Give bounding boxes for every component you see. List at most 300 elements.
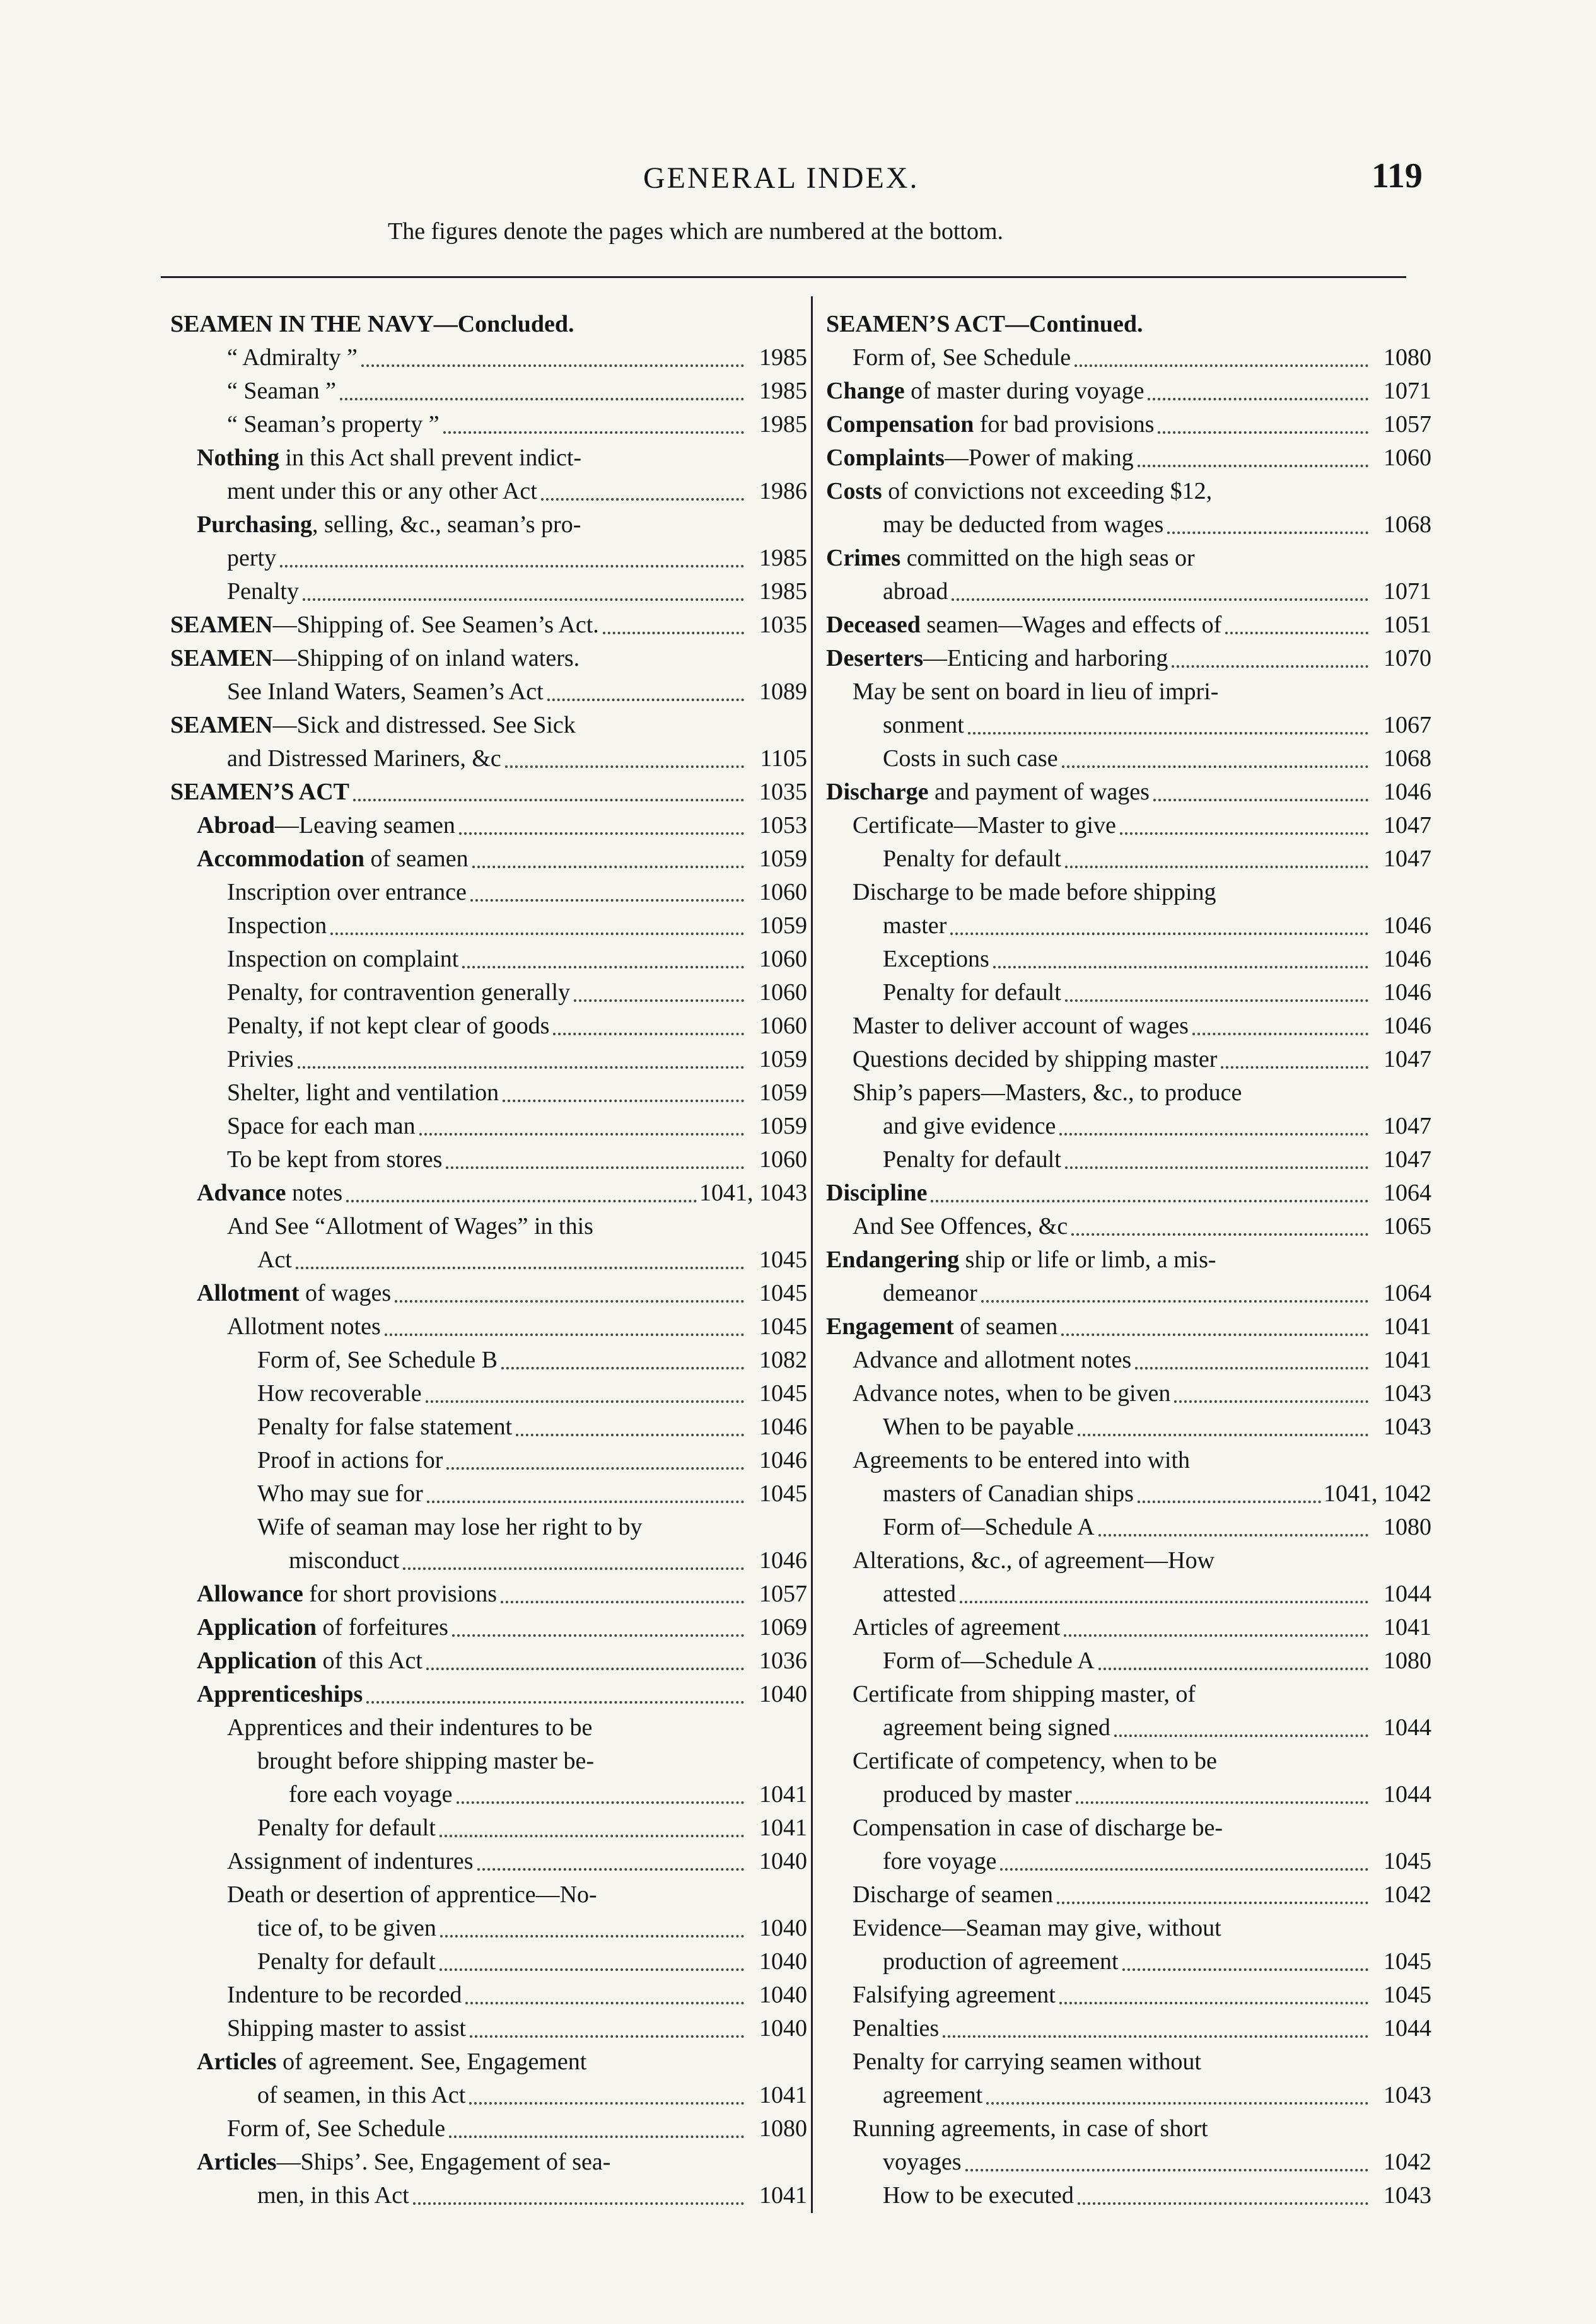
dot-leader bbox=[603, 632, 744, 634]
entry-page-number: 1080 bbox=[1383, 1514, 1431, 1540]
index-entry bbox=[826, 1110, 1431, 1143]
entry-page-number: 1040 bbox=[759, 1982, 807, 2008]
entry-label: may be deducted from wages bbox=[883, 511, 1164, 538]
entry-label: May be sent on board in lieu of impri- bbox=[853, 678, 1219, 705]
entry-page-number: 1042 bbox=[1383, 2149, 1431, 2175]
entry-label: Deceased seamen—Wages and effects of bbox=[826, 612, 1222, 638]
index-entry bbox=[826, 608, 1431, 642]
index-entry bbox=[170, 1377, 807, 1410]
dot-leader bbox=[440, 1835, 744, 1837]
index-entry bbox=[826, 1644, 1431, 1678]
index-entry bbox=[826, 642, 1431, 675]
entry-page-number: 1053 bbox=[759, 812, 807, 839]
index-entry bbox=[826, 1344, 1431, 1377]
entry-page-number: 1065 bbox=[1383, 1213, 1431, 1240]
index-entry bbox=[170, 1477, 807, 1511]
entry-page-number: 1064 bbox=[1383, 1180, 1431, 1206]
index-entry bbox=[826, 2179, 1431, 2212]
entry-page-number: 1046 bbox=[759, 1447, 807, 1473]
entry-page-number: 1046 bbox=[1383, 912, 1431, 939]
entry-label: Penalty for default bbox=[883, 979, 1061, 1006]
entry-label: Advance notes bbox=[197, 1180, 343, 1206]
entry-label: Certificate of competency, when to be bbox=[853, 1748, 1217, 1774]
entry-label: tice of, to be given bbox=[257, 1915, 436, 1941]
entry-label: Penalty for carrying seamen without bbox=[853, 2048, 1201, 2075]
index-entry bbox=[826, 1243, 1431, 1277]
entry-label: Inspection on complaint bbox=[227, 946, 459, 972]
dot-leader bbox=[553, 1033, 744, 1035]
index-entry bbox=[170, 1310, 807, 1344]
dot-leader bbox=[1061, 1333, 1368, 1336]
index-entry bbox=[826, 575, 1431, 608]
dot-leader bbox=[1059, 2002, 1368, 2004]
index-entry bbox=[170, 876, 807, 909]
entry-page-number: 1045 bbox=[1383, 1982, 1431, 2008]
entry-page-number: 1089 bbox=[759, 678, 807, 705]
index-entry bbox=[826, 508, 1431, 542]
index-entry bbox=[170, 1544, 807, 1577]
index-entry bbox=[826, 1377, 1431, 1410]
entry-label: Form of, See Schedule bbox=[227, 2115, 446, 2142]
index-entry bbox=[170, 1644, 807, 1678]
entry-label: and Distressed Mariners, &c bbox=[227, 745, 501, 772]
index-entry bbox=[170, 1511, 807, 1544]
index-entry bbox=[826, 1009, 1431, 1043]
entry-label: brought before shipping master be- bbox=[257, 1748, 594, 1774]
entry-label: Wife of seaman may lose her right to by bbox=[257, 1514, 643, 1540]
entry-page-number: 1040 bbox=[759, 1948, 807, 1975]
dot-leader bbox=[1148, 398, 1368, 400]
dot-leader bbox=[1065, 1166, 1368, 1169]
dot-leader bbox=[986, 2102, 1368, 2105]
entry-label: and give evidence bbox=[883, 1113, 1056, 1139]
dot-leader bbox=[1158, 431, 1368, 434]
entry-page-number: 1042 bbox=[1383, 1881, 1431, 1908]
index-entry bbox=[826, 943, 1431, 976]
dot-leader bbox=[501, 1601, 744, 1603]
index-entry bbox=[170, 2012, 807, 2045]
index-entry bbox=[826, 1912, 1431, 1945]
entry-label: Articles—Ships’. See, Engagement of sea- bbox=[197, 2149, 611, 2175]
entry-page-number: 1041 bbox=[759, 2082, 807, 2108]
entry-label: Discharge to be made before shipping bbox=[853, 879, 1216, 905]
index-entry bbox=[170, 375, 807, 408]
dot-leader bbox=[427, 1501, 744, 1503]
index-entry bbox=[170, 1344, 807, 1377]
entry-label: Discipline bbox=[826, 1180, 928, 1206]
dot-leader bbox=[1071, 1233, 1368, 1236]
index-entry bbox=[826, 1277, 1431, 1310]
entry-label: Act bbox=[257, 1246, 292, 1273]
dot-leader bbox=[449, 2135, 744, 2138]
index-entry bbox=[826, 1544, 1431, 1577]
entry-label: Penalty for default bbox=[883, 1146, 1061, 1173]
dot-leader bbox=[472, 866, 744, 868]
index-entry bbox=[826, 2112, 1431, 2146]
index-entry bbox=[826, 1611, 1431, 1644]
entry-label: “ Admiralty ” bbox=[227, 344, 358, 371]
index-entry bbox=[170, 776, 807, 809]
entry-label: Shelter, light and ventilation bbox=[227, 1079, 499, 1106]
entry-page-number: 1060 bbox=[759, 979, 807, 1006]
index-entry bbox=[170, 1978, 807, 2012]
entry-label: men, in this Act bbox=[257, 2182, 409, 2209]
entry-page-number: 1067 bbox=[1383, 712, 1431, 738]
page-number: 119 bbox=[1372, 156, 1423, 195]
index-entry bbox=[826, 1444, 1431, 1477]
dot-leader bbox=[470, 2035, 744, 2038]
entry-label: Assignment of indentures bbox=[227, 1848, 474, 1874]
entry-page-number: 1060 bbox=[759, 1146, 807, 1173]
entry-page-number: 1070 bbox=[1383, 645, 1431, 671]
index-entry bbox=[826, 2079, 1431, 2112]
index-entry bbox=[170, 1243, 807, 1277]
dot-leader bbox=[426, 1400, 744, 1403]
dot-leader bbox=[1062, 765, 1368, 768]
dot-leader bbox=[395, 1300, 744, 1303]
dot-leader bbox=[330, 933, 744, 935]
dot-leader bbox=[1098, 1534, 1368, 1537]
entry-label: To be kept from stores bbox=[227, 1146, 443, 1173]
entry-page-number: 1045 bbox=[759, 1480, 807, 1507]
entry-label: Change of master during voyage bbox=[826, 378, 1145, 404]
entry-label: Certificate from shipping master, of bbox=[853, 1681, 1196, 1707]
entry-label: Privies bbox=[227, 1046, 294, 1072]
entry-label: “ Seaman’s property ” bbox=[227, 411, 440, 438]
dot-leader bbox=[1167, 532, 1368, 534]
index-entry bbox=[170, 742, 807, 776]
entry-label: Compensation in case of discharge be- bbox=[853, 1815, 1223, 1841]
index-entry bbox=[170, 2079, 807, 2112]
entry-page-number: 1046 bbox=[1383, 946, 1431, 972]
entry-page-number: 1057 bbox=[759, 1581, 807, 1607]
index-entry bbox=[826, 1143, 1431, 1177]
index-entry bbox=[826, 1511, 1431, 1544]
index-entry bbox=[170, 1444, 807, 1477]
index-entry bbox=[826, 842, 1431, 876]
entry-label: Application of forfeitures bbox=[197, 1614, 448, 1641]
entry-page-number: 1051 bbox=[1383, 612, 1431, 638]
index-entry bbox=[170, 2112, 807, 2146]
entry-label: Costs of convictions not exceeding $12, bbox=[826, 478, 1213, 504]
index-entry bbox=[170, 976, 807, 1009]
entry-label: Questions decided by shipping master bbox=[853, 1046, 1218, 1072]
entry-page-number: 1035 bbox=[759, 612, 807, 638]
dot-leader bbox=[1065, 866, 1368, 868]
entry-label: Abroad—Leaving seamen bbox=[197, 812, 455, 839]
entry-label: Agreements to be entered into with bbox=[853, 1447, 1191, 1473]
index-entry bbox=[170, 642, 807, 675]
index-entry bbox=[170, 1143, 807, 1177]
entry-label: Engagement of seamen bbox=[826, 1313, 1058, 1340]
dot-leader bbox=[965, 2169, 1368, 2171]
entry-label: Penalty bbox=[227, 578, 299, 605]
dot-leader bbox=[1120, 832, 1368, 835]
entry-label: Death or desertion of apprentice—No- bbox=[227, 1881, 597, 1908]
dot-leader bbox=[1059, 1133, 1368, 1136]
entry-label: Endangering ship or life or limb, a mis- bbox=[826, 1246, 1216, 1273]
dot-leader bbox=[993, 966, 1368, 968]
index-entry bbox=[826, 2146, 1431, 2179]
column-divider bbox=[811, 296, 813, 2213]
dot-leader bbox=[298, 1066, 744, 1069]
entry-label: Penalty for default bbox=[257, 1815, 436, 1841]
index-entry bbox=[826, 1811, 1431, 1845]
index-entry bbox=[826, 341, 1431, 375]
entry-page-number: 1045 bbox=[1383, 1948, 1431, 1975]
entry-label: of seamen, in this Act bbox=[257, 2082, 466, 2108]
entry-label: Application of this Act bbox=[197, 1647, 422, 1674]
dot-leader bbox=[1076, 1801, 1368, 1804]
dot-leader bbox=[503, 1100, 744, 1102]
entry-label: Inspection bbox=[227, 912, 327, 939]
entry-page-number: 1064 bbox=[1383, 1280, 1431, 1306]
dot-leader bbox=[1153, 799, 1368, 801]
entry-page-number: 1986 bbox=[759, 478, 807, 504]
entry-page-number: 1046 bbox=[1383, 979, 1431, 1006]
index-entry bbox=[826, 976, 1431, 1009]
entry-page-number: 1043 bbox=[1383, 1380, 1431, 1407]
dot-leader bbox=[303, 598, 744, 601]
entry-label: agreement being signed bbox=[883, 1714, 1110, 1741]
index-entry bbox=[170, 1277, 807, 1310]
entry-page-number: 1060 bbox=[759, 946, 807, 972]
entry-label: SEAMEN’S ACT bbox=[170, 779, 349, 805]
dot-leader bbox=[1225, 632, 1368, 634]
entry-page-number: 1035 bbox=[759, 779, 807, 805]
index-column-right bbox=[826, 308, 1431, 2212]
index-entry bbox=[170, 2146, 807, 2179]
dot-leader bbox=[1172, 665, 1368, 668]
dot-leader bbox=[1000, 1868, 1368, 1871]
index-entry bbox=[826, 1410, 1431, 1444]
index-column-left bbox=[170, 308, 807, 2212]
dot-leader bbox=[1075, 364, 1368, 367]
index-entry bbox=[170, 1177, 807, 1210]
entry-label: Form of—Schedule A bbox=[883, 1514, 1095, 1540]
entry-page-number: 1043 bbox=[1383, 1414, 1431, 1440]
index-entry bbox=[826, 1177, 1431, 1210]
header-rule bbox=[161, 276, 1406, 278]
index-entry bbox=[826, 809, 1431, 842]
entry-label: Proof in actions for bbox=[257, 1447, 443, 1473]
entry-page-number: 1985 bbox=[759, 578, 807, 605]
entry-page-number: 1068 bbox=[1383, 511, 1431, 538]
entry-label: Penalty, for contravention generally bbox=[227, 979, 571, 1006]
dot-leader bbox=[477, 1868, 744, 1871]
index-entry bbox=[170, 441, 807, 475]
entry-label: Certificate—Master to give bbox=[853, 812, 1116, 839]
index-entry bbox=[826, 1945, 1431, 1978]
index-entry bbox=[826, 542, 1431, 575]
index-entry bbox=[170, 1945, 807, 1978]
entry-page-number: 1071 bbox=[1383, 378, 1431, 404]
index-entry bbox=[826, 441, 1431, 475]
entry-label: demeanor bbox=[883, 1280, 977, 1306]
entry-page-number: 1059 bbox=[759, 1079, 807, 1106]
entry-label: Allotment of wages bbox=[197, 1280, 392, 1306]
index-entry bbox=[170, 1678, 807, 1711]
index-entry bbox=[170, 542, 807, 575]
entry-label: Inscription over entrance bbox=[227, 879, 467, 905]
entry-page-number: 1041 bbox=[1383, 1614, 1431, 1641]
entry-label: And See Offences, &c bbox=[853, 1213, 1068, 1240]
entry-page-number: 1041, 1043 bbox=[699, 1180, 807, 1206]
entry-label: When to be payable bbox=[883, 1414, 1074, 1440]
index-entry bbox=[826, 375, 1431, 408]
dot-leader bbox=[469, 2102, 744, 2105]
entry-label: Indenture to be recorded bbox=[227, 1982, 462, 2008]
index-entry bbox=[826, 308, 1431, 341]
entry-page-number: 1069 bbox=[759, 1614, 807, 1641]
dot-leader bbox=[981, 1300, 1368, 1303]
entry-page-number: 1044 bbox=[1383, 1781, 1431, 1808]
entry-label: fore each voyage bbox=[289, 1781, 453, 1808]
entry-label: voyages bbox=[883, 2149, 962, 2175]
entry-label: Penalty for default bbox=[883, 845, 1061, 872]
dot-leader bbox=[346, 1200, 697, 1202]
entry-label: SEAMEN—Shipping of. See Seamen’s Act. bbox=[170, 612, 599, 638]
entry-page-number: 1059 bbox=[759, 1046, 807, 1072]
dot-leader bbox=[446, 1467, 744, 1470]
dot-leader bbox=[1078, 2202, 1368, 2205]
entry-label: Evidence—Seaman may give, without bbox=[853, 1915, 1221, 1941]
index-entry bbox=[170, 1811, 807, 1845]
index-entry bbox=[170, 1878, 807, 1912]
index-entry bbox=[170, 2045, 807, 2079]
entry-label: abroad bbox=[883, 578, 948, 605]
entry-label: ment under this or any other Act bbox=[227, 478, 537, 504]
entry-page-number: 1046 bbox=[1383, 1013, 1431, 1039]
dot-leader bbox=[1064, 1634, 1368, 1637]
entry-label: misconduct bbox=[289, 1547, 400, 1574]
entry-page-number: 1046 bbox=[759, 1547, 807, 1574]
index-entry bbox=[826, 1678, 1431, 1711]
entry-page-number: 1057 bbox=[1383, 411, 1431, 438]
entry-label: Exceptions bbox=[883, 946, 989, 972]
index-entry bbox=[170, 709, 807, 742]
index-entry bbox=[170, 1745, 807, 1778]
entry-label: agreement bbox=[883, 2082, 983, 2108]
dot-leader bbox=[1135, 1367, 1368, 1369]
index-entry bbox=[826, 742, 1431, 776]
dot-leader bbox=[457, 1801, 744, 1804]
index-entry bbox=[826, 2012, 1431, 2045]
index-entry bbox=[826, 1310, 1431, 1344]
entry-page-number: 1985 bbox=[759, 378, 807, 404]
index-entry bbox=[826, 475, 1431, 508]
dot-leader bbox=[296, 1267, 744, 1269]
entry-page-number: 1071 bbox=[1383, 578, 1431, 605]
index-entry bbox=[170, 308, 807, 341]
entry-label: Running agreements, in case of short bbox=[853, 2115, 1208, 2142]
index-entry bbox=[170, 943, 807, 976]
entry-label: Articles of agreement. See, Engagement bbox=[197, 2048, 587, 2075]
entry-label: Compensation for bad provisions bbox=[826, 411, 1155, 438]
entry-page-number: 1985 bbox=[759, 411, 807, 438]
dot-leader bbox=[443, 431, 744, 434]
entry-page-number: 1043 bbox=[1383, 2182, 1431, 2209]
index-entry bbox=[170, 341, 807, 375]
entry-page-number: 1040 bbox=[759, 1915, 807, 1941]
index-entry bbox=[826, 408, 1431, 441]
entry-label: How recoverable bbox=[257, 1380, 422, 1407]
index-entry bbox=[826, 1745, 1431, 1778]
entry-page-number: 1985 bbox=[759, 344, 807, 371]
entry-label: Penalty for default bbox=[257, 1948, 436, 1975]
dot-leader bbox=[446, 1166, 744, 1169]
index-entry bbox=[170, 909, 807, 943]
index-entry bbox=[170, 1711, 807, 1745]
dot-leader bbox=[1122, 1968, 1368, 1971]
entry-page-number: 1068 bbox=[1383, 745, 1431, 772]
entry-label: See Inland Waters, Seamen’s Act bbox=[227, 678, 544, 705]
dot-leader bbox=[1078, 1434, 1368, 1436]
entry-label: SEAMEN’S ACT—Continued. bbox=[826, 311, 1143, 337]
dot-leader bbox=[574, 999, 744, 1002]
entry-label: Discharge and payment of wages bbox=[826, 779, 1150, 805]
index-entry bbox=[826, 876, 1431, 909]
entry-label: Articles of agreement bbox=[853, 1614, 1061, 1641]
entry-page-number: 1043 bbox=[1383, 2082, 1431, 2108]
index-entry bbox=[826, 1477, 1431, 1511]
entry-label: How to be executed bbox=[883, 2182, 1074, 2209]
entry-page-number: 1045 bbox=[759, 1280, 807, 1306]
entry-label: produced by master bbox=[883, 1781, 1072, 1808]
entry-label: SEAMEN—Shipping of on inland waters. bbox=[170, 645, 580, 671]
entry-page-number: 1047 bbox=[1383, 812, 1431, 839]
page-title: GENERAL INDEX. bbox=[643, 161, 919, 195]
entry-page-number: 1047 bbox=[1383, 845, 1431, 872]
entry-page-number: 1059 bbox=[759, 912, 807, 939]
entry-page-number: 1041, 1042 bbox=[1324, 1480, 1431, 1507]
entry-label: Purchasing, selling, &c., seaman’s pro- bbox=[197, 511, 581, 538]
entry-page-number: 1040 bbox=[759, 2015, 807, 2042]
index-entry bbox=[826, 1711, 1431, 1745]
entry-label: Ship’s papers—Masters, &c., to produce bbox=[853, 1079, 1242, 1106]
entry-label: attested bbox=[883, 1581, 957, 1607]
index-entry bbox=[170, 1076, 807, 1110]
entry-label: SEAMEN IN THE NAVY—Concluded. bbox=[170, 311, 574, 337]
dot-leader bbox=[960, 1601, 1368, 1603]
dot-leader bbox=[465, 2002, 744, 2004]
entry-page-number: 1080 bbox=[1383, 344, 1431, 371]
index-entry bbox=[826, 776, 1431, 809]
entry-page-number: 1040 bbox=[759, 1681, 807, 1707]
entry-page-number: 1105 bbox=[760, 745, 807, 772]
entry-label: Accommodation of seamen bbox=[197, 845, 469, 872]
entry-page-number: 1047 bbox=[1383, 1113, 1431, 1139]
entry-page-number: 1059 bbox=[759, 1113, 807, 1139]
dot-leader bbox=[952, 598, 1368, 601]
entry-page-number: 1045 bbox=[759, 1380, 807, 1407]
entry-label: Penalties bbox=[853, 2015, 940, 2042]
index-entry bbox=[826, 675, 1431, 709]
dot-leader bbox=[547, 699, 744, 701]
entry-page-number: 1045 bbox=[759, 1246, 807, 1273]
index-entry bbox=[170, 408, 807, 441]
header-note: The figures denote the pages which are numbered at the bottom. bbox=[388, 218, 1004, 245]
index-entry bbox=[170, 842, 807, 876]
dot-leader bbox=[1098, 1668, 1368, 1670]
dot-leader bbox=[1065, 999, 1368, 1002]
entry-label: Space for each man bbox=[227, 1113, 416, 1139]
entry-label: Discharge of seamen bbox=[853, 1881, 1053, 1908]
dot-leader bbox=[459, 832, 744, 835]
entry-page-number: 1040 bbox=[759, 1848, 807, 1874]
dot-leader bbox=[366, 1701, 744, 1704]
entry-page-number: 1044 bbox=[1383, 1714, 1431, 1741]
